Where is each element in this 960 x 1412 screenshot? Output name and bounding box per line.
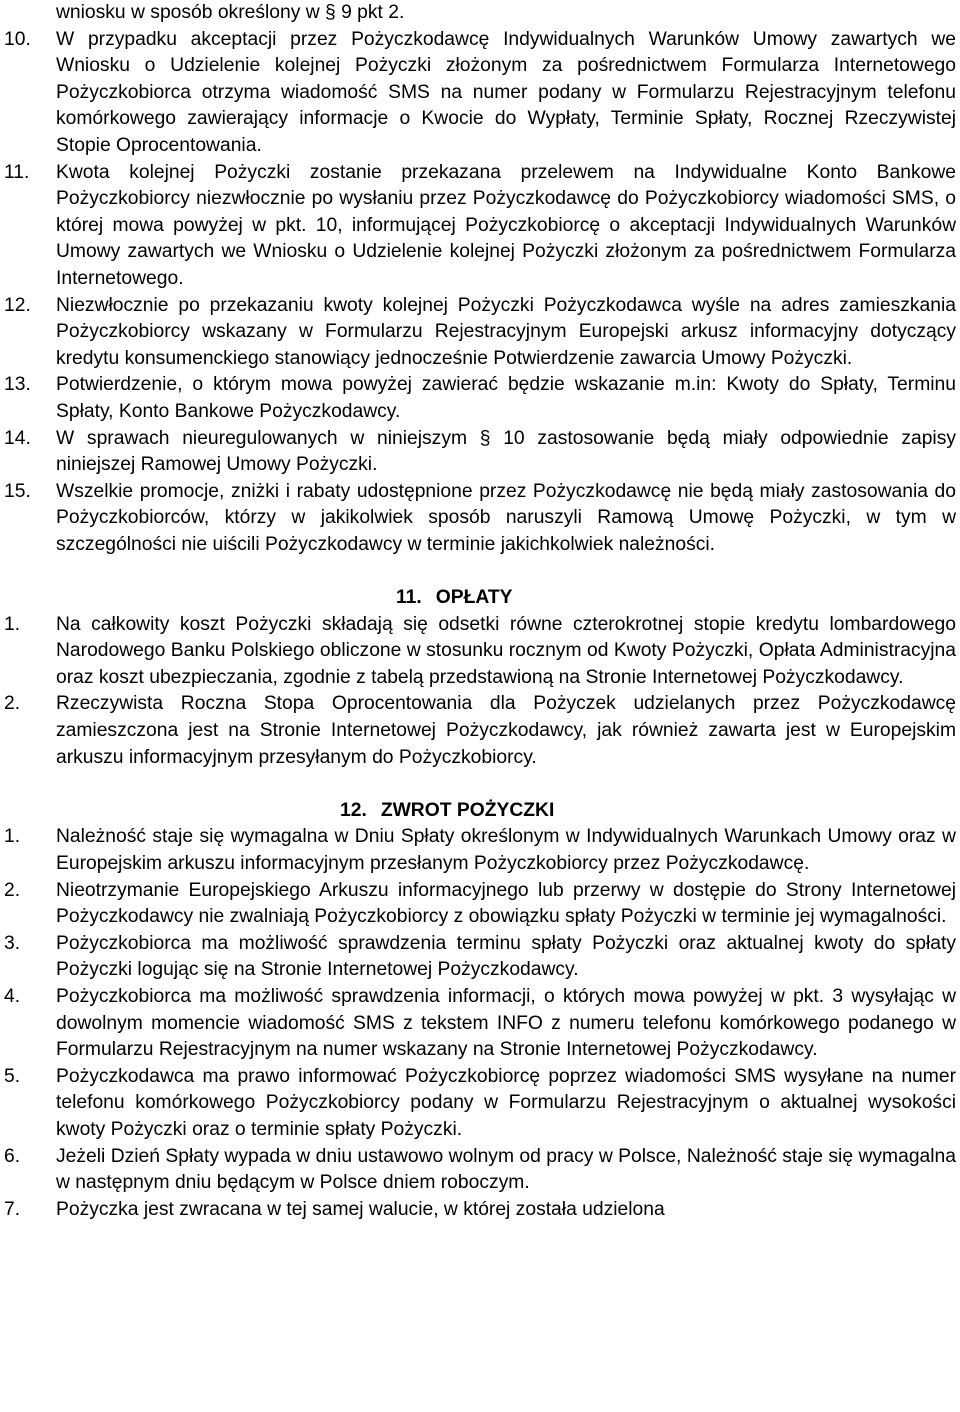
spacer	[0, 771, 960, 798]
item-number: 1.	[4, 613, 21, 635]
section-number: 12.	[340, 799, 367, 821]
item-text: Należność staje się wymagalna w Dniu Spłaty określonym w Indywidualnych Warunkach Umowy oraz w Europejskim arkuszu informacyjnym przesłanym Pożyczkobiorcy przez Pożyczkodawcę.	[56, 826, 956, 874]
list-item	[0, 1197, 960, 1224]
item-text: Pożyczka jest zwracana w tej samej walucie, w której została udzielona	[56, 1198, 665, 1220]
list-item	[0, 824, 960, 877]
section11-list	[0, 612, 960, 772]
list-item	[0, 426, 960, 479]
list-item	[0, 1064, 960, 1144]
list-item	[0, 878, 960, 931]
part1-list	[0, 27, 960, 559]
item-text: Pożyczkobiorca ma możliwość sprawdzenia informacji, o których mowa powyżej w pkt. 3 wysyłając w dowolnym momencie wiadomość SMS z tekstem INFO z numeru telefonu komórkowego podanego w Formularzu Rejestracyjnym na numer wskazany na Stronie Internetowej Pożyczkodawcy.	[56, 985, 956, 1061]
item-text: Potwierdzenie, o którym mowa powyżej zawierać będzie wskazanie m.in: Kwoty do Spłaty, Terminu Spłaty, Konto Bankowe Pożyczkodawcy.	[56, 374, 956, 422]
item-number: 1.	[4, 826, 21, 848]
item-text: Rzeczywista Roczna Stopa Oprocentowania dla Pożyczek udzielanych przez Pożyczkodawcę zamieszczona jest na Stronie Internetowej Pożyczkodawcy, jak również zawarta jest w Europejskim arkuszu informacyjnym przesyłanym do Pożyczkobiorcy.	[56, 693, 956, 768]
item-text: Pożyczkodawca ma prawo informować Pożyczkobiorcę poprzez wiadomości SMS wysyłane na numer telefonu komórkowego Pożyczkobiorcy podany w Formularzu Rejestracyjnym o aktualnej wysokości kwoty Pożyczki oraz o terminie spłaty Pożyczki.	[56, 1065, 956, 1140]
item-number: 6.	[4, 1145, 21, 1167]
item-number: 7.	[4, 1198, 21, 1220]
item-number: 14.	[4, 427, 31, 449]
continuation-text: wniosku w sposób określony w § 9 pkt 2.	[56, 2, 405, 23]
list-item	[0, 612, 960, 692]
section12-list	[0, 824, 960, 1223]
item-text: W sprawach nieuregulowanych w niniejszym § 10 zastosowanie będą miały odpowiednie zapisy niniejszej Ramowej Umowy Pożyczki.	[56, 427, 956, 476]
list-item	[0, 293, 960, 373]
list-item	[0, 1144, 960, 1197]
item-text: Kwota kolejnej Pożyczki zostanie przekazana przelewem na Indywidualne Konto Bankowe Pożyczkobiorcy niezwłocznie po wysłaniu przez Pożyczkodawcę do Pożyczkobiorcy wiadomości SMS, o której mowa powyżej w pkt. 10, informującej Pożyczkobiorcę o akceptacji Indywidualnych Warunków Umowy zawartych we Wniosku o Udzielenie kolejnej Pożyczki złożonym za pośrednictwem Formularza Internetowego.	[56, 161, 956, 289]
item-text: Na całkowity koszt Pożyczki składają się odsetki równe czterokrotnej stopie kredytu lombardowego Narodowego Banku Polskiego obliczone w stosunku rocznym od Kwoty Pożyczki, Opłata Administracyjna oraz koszt ubezpieczania, zgodnie z tabelą przedstawioną na Stronie Internetowej Pożyczkodawcy.	[56, 613, 956, 688]
list-item	[0, 372, 960, 425]
item-text: Pożyczkobiorca ma możliwość sprawdzenia terminu spłaty Pożyczki oraz aktualnej kwoty do spłaty Pożyczki logując się na Stronie Internetowej Pożyczkodawcy.	[56, 932, 956, 981]
item-number: 13.	[4, 374, 31, 396]
item-number: 15.	[4, 480, 31, 502]
section-heading-repayment	[0, 798, 960, 825]
list-item	[0, 27, 960, 160]
list-item	[0, 160, 960, 293]
list-item	[0, 931, 960, 984]
item-text: Wszelkie promocje, zniżki i rabaty udostępnione przez Pożyczkodawcę nie będą miały zastosowania do Pożyczkobiorców, którzy w jakikolwiek sposób naruszyli Ramową Umowę Pożyczki, w tym w szczególności nie uiścili Pożyczkodawcy w terminie jakichkolwiek należności.	[56, 480, 956, 555]
list-item	[0, 984, 960, 1064]
list-item	[0, 479, 960, 559]
spacer	[0, 558, 960, 585]
item-number: 2.	[4, 693, 21, 715]
item-text: Niezwłocznie po przekazaniu kwoty kolejnej Pożyczki Pożyczkodawca wyśle na adres zamieszkania Pożyczkobiorcy wskazany w Formularzu Rejestracyjnym Europejski arkusz informacyjny dotyczący kredytu konsumenckiego stanowiący jednocześnie Potwierdzenie zawarcia Umowy Pożyczki.	[56, 294, 956, 369]
item-number: 5.	[4, 1065, 21, 1087]
section-heading-fees	[0, 585, 960, 612]
section-title: ZWROT POŻYCZKI	[380, 799, 555, 821]
item-number: 10.	[4, 28, 31, 50]
list-item	[0, 691, 960, 771]
item-number: 11.	[4, 161, 30, 183]
item-text: Jeżeli Dzień Spłaty wypada w dniu ustawowo wolnym od pracy w Polsce, Należność staje się wymagalna w następnym dniu będącym w Polsce dniem roboczym.	[56, 1145, 956, 1194]
section-number: 11.	[396, 587, 422, 609]
section-title: OPŁATY	[435, 587, 513, 609]
item-number: 4.	[4, 985, 21, 1007]
item-number: 3.	[4, 932, 21, 954]
item-number: 12.	[4, 294, 31, 316]
item-text: Nieotrzymanie Europejskiego Arkuszu informacyjnego lub przerwy w dostępie do Strony Internetowej Pożyczkodawcy nie zwalniają Pożyczkobiorcy z obowiązku spłaty Pożyczki w terminie jej wymagalności.	[56, 879, 956, 928]
item-number: 2.	[4, 879, 21, 901]
item-text: W przypadku akceptacji przez Pożyczkodawcę Indywidualnych Warunków Umowy zawartych we Wniosku o Udzielenie kolejnej Pożyczki złożonym za pośrednictwem Formularza Internetowego Pożyczkobiorca otrzyma wiadomość SMS na numer podany w Formularzu Rejestracyjnym telefonu komórkowego zawierający informacje o Kwocie do Wypłaty, Terminie Spłaty, Rocznej Rzeczywistej Stopie Oprocentowania.	[56, 28, 956, 156]
